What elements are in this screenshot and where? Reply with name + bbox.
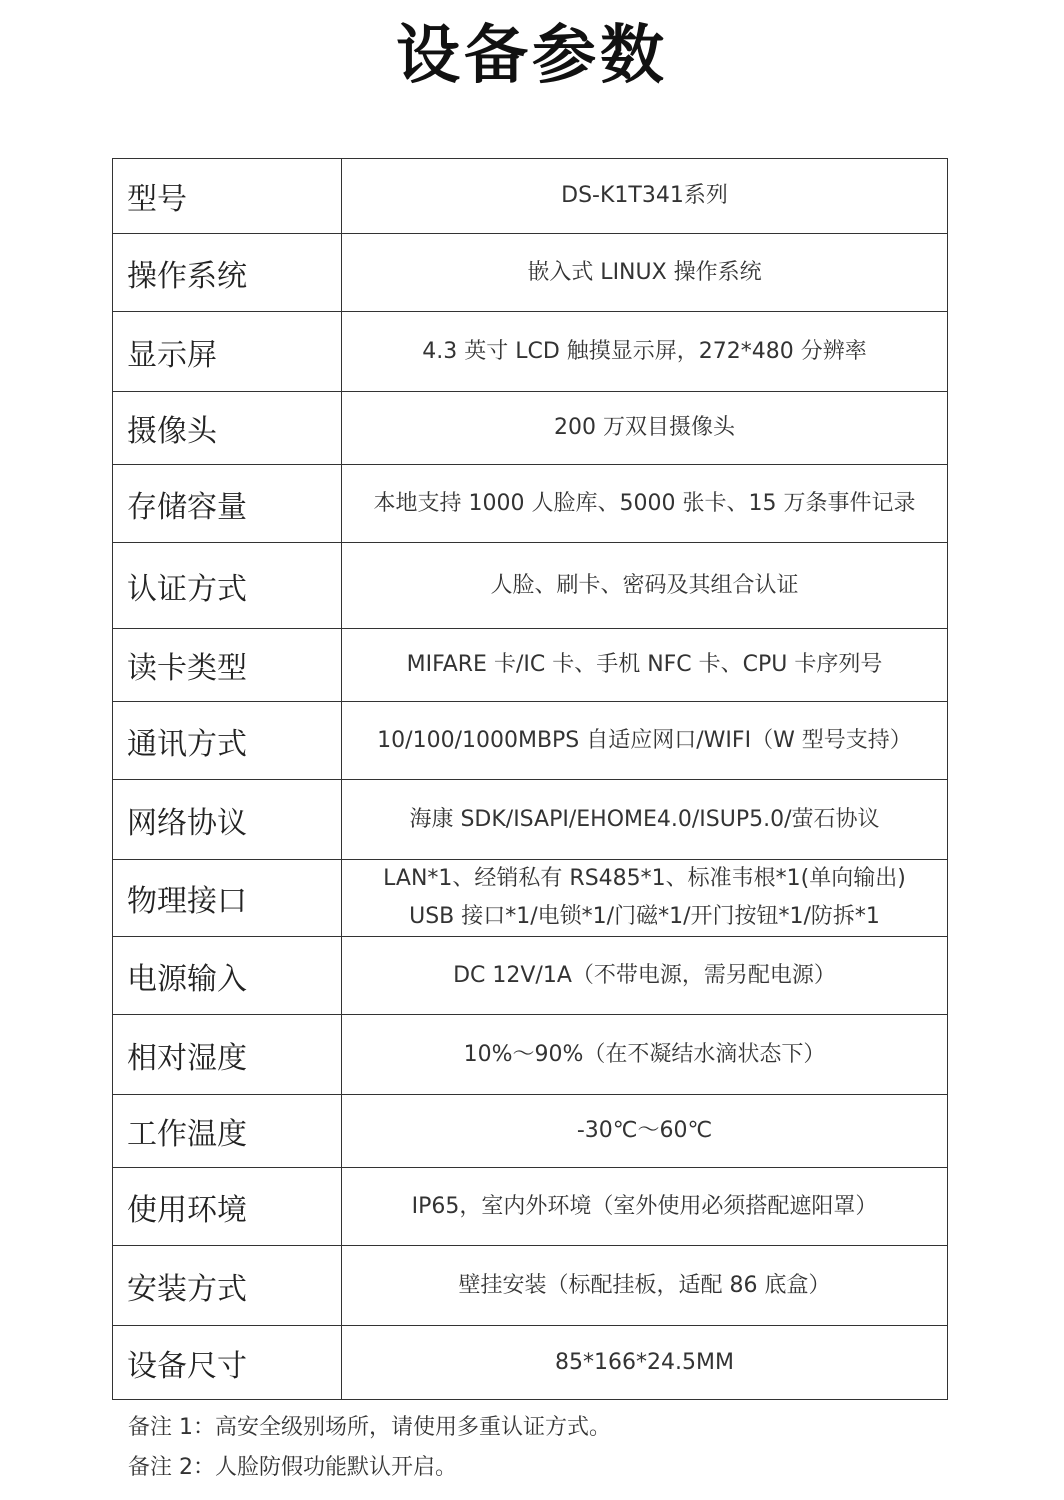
note-1: 备注 1：高安全级别场所，请使用多重认证方式。 (128, 1415, 611, 1440)
spec-value-line: 10%～90%（在不凝结水滴状态下） (463, 1041, 826, 1067)
spec-table (112, 158, 948, 1400)
spec-label: 网络协议 (113, 780, 342, 860)
spec-value-line: 85*166*24.5MM (555, 1349, 734, 1375)
spec-value (342, 234, 948, 312)
spec-label: 使用环境 (113, 1168, 342, 1246)
spec-label: 显示屏 (113, 312, 342, 392)
spec-row (113, 312, 948, 392)
note-2: 备注 2：人脸防假功能默认开启。 (128, 1455, 457, 1480)
spec-label: 相对湿度 (113, 1015, 342, 1095)
spec-value (342, 702, 948, 780)
spec-value-line: 海康 SDK/ISAPI/EHOME4.0/ISUP5.0/萤石协议 (409, 806, 880, 832)
spec-row (113, 465, 948, 543)
spec-value-line: MIFARE 卡/IC 卡、手机 NFC 卡、CPU 卡序列号 (406, 652, 883, 677)
spec-value (342, 860, 948, 937)
spec-value (342, 465, 948, 543)
spec-value (342, 312, 948, 392)
spec-value-line: LAN*1、经销私有 RS485*1、标准韦根*1(单向输出) (383, 866, 906, 891)
spec-value-line: 4.3 英寸 LCD 触摸显示屏，272*480 分辨率 (422, 338, 867, 364)
spec-value-line: DS-K1T341系列 (561, 183, 728, 208)
spec-label: 读卡类型 (113, 629, 342, 702)
page-title: 设备参数 (396, 19, 668, 93)
spec-row (113, 543, 948, 629)
spec-row (113, 1168, 948, 1246)
spec-value (342, 1095, 948, 1168)
spec-value-line: 本地支持 1000 人脸库、5000 张卡、15 万条事件记录 (373, 490, 916, 516)
spec-value (342, 1326, 948, 1400)
spec-row (113, 937, 948, 1015)
spec-row (113, 702, 948, 780)
spec-value-line: DC 12V/1A（不带电源，需另配电源） (453, 962, 836, 988)
spec-value (342, 1246, 948, 1326)
spec-row (113, 1246, 948, 1326)
spec-value (342, 629, 948, 702)
spec-label: 摄像头 (113, 392, 342, 465)
spec-value-line: 嵌入式 LINUX 操作系统 (527, 259, 762, 285)
spec-value-line: -30℃～60℃ (576, 1118, 713, 1143)
spec-value-line: IP65，室内外环境（室外使用必须搭配遮阳罩） (411, 1193, 878, 1219)
spec-label: 安装方式 (113, 1246, 342, 1326)
spec-label: 型号 (113, 159, 342, 234)
spec-value (342, 159, 948, 234)
spec-label: 物理接口 (113, 860, 342, 937)
spec-value (342, 1168, 948, 1246)
spec-value-line: 壁挂安装（标配挂板，适配 86 底盒） (458, 1272, 831, 1298)
spec-row (113, 234, 948, 312)
spec-row (113, 629, 948, 702)
spec-label: 工作温度 (113, 1095, 342, 1168)
spec-value (342, 543, 948, 629)
spec-row (113, 1095, 948, 1168)
spec-value-line: 10/100/1000MBPS 自适应网口/WIFI（W 型号支持） (377, 727, 912, 753)
spec-row (113, 860, 948, 937)
spec-value (342, 937, 948, 1015)
spec-value-line: USB 接口*1/电锁*1/门磁*1/开门按钮*1/防拆*1 (409, 904, 880, 929)
spec-table-body (113, 159, 948, 1400)
spec-label: 操作系统 (113, 234, 342, 312)
spec-value (342, 780, 948, 860)
spec-label: 认证方式 (113, 543, 342, 629)
spec-row (113, 392, 948, 465)
spec-value-line: 200 万双目摄像头 (554, 415, 735, 440)
spec-value (342, 392, 948, 465)
spec-label: 存储容量 (113, 465, 342, 543)
spec-value-line: 人脸、刷卡、密码及其组合认证 (490, 572, 799, 598)
spec-label: 电源输入 (113, 937, 342, 1015)
spec-label: 设备尺寸 (113, 1326, 342, 1400)
spec-value (342, 1015, 948, 1095)
notes (128, 1408, 611, 1488)
spec-row (113, 780, 948, 860)
spec-row (113, 1015, 948, 1095)
spec-row (113, 1326, 948, 1400)
spec-label: 通讯方式 (113, 702, 342, 780)
spec-row (113, 159, 948, 234)
